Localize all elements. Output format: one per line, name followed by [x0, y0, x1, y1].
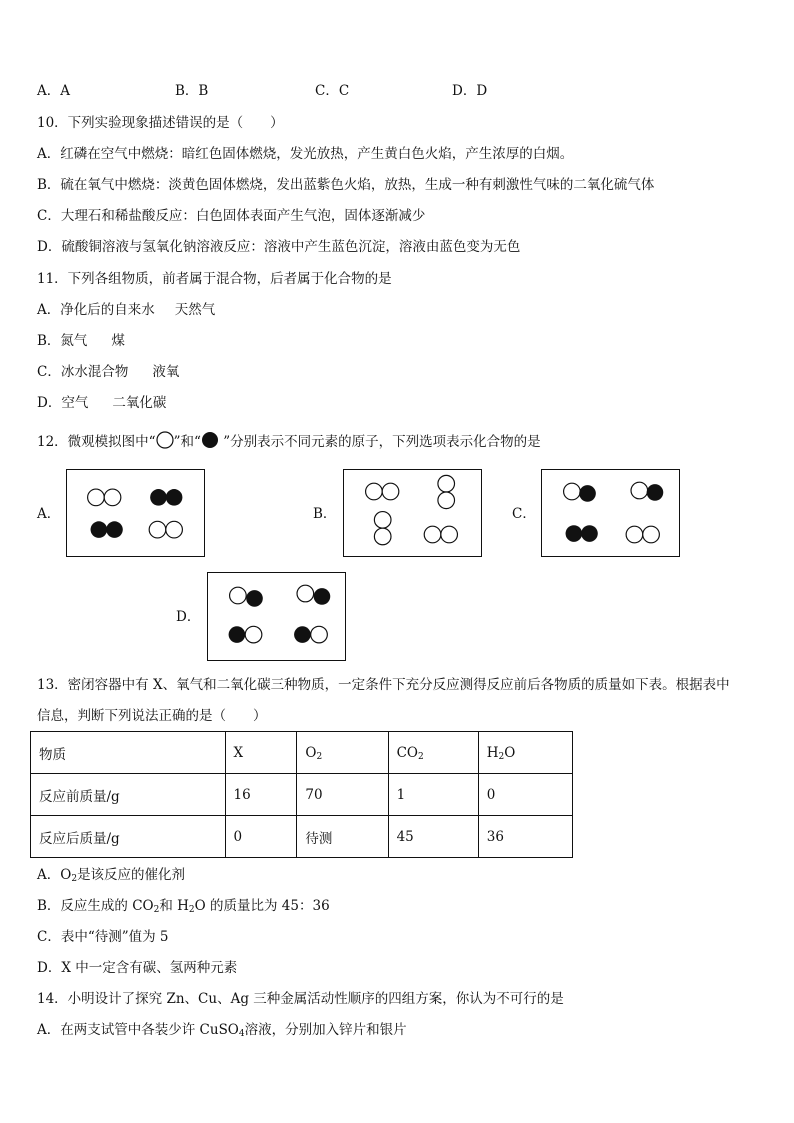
table-header-cell: $H_2O$	[478, 732, 572, 774]
q13-option-b: B．反应生成的 $CO_2$和 $H_2O$ 的质量比为 45：36	[37, 898, 330, 915]
q12-diagram-c	[541, 469, 680, 557]
table-cell: 反应前质量/g	[31, 774, 226, 816]
table-header-cell: $O_2$	[297, 732, 388, 774]
table-header-row	[31, 732, 573, 774]
q10-option-c: C．大理石和稀盐酸反应：白色固体表面产生气泡，固体逐渐减少	[37, 208, 426, 224]
q11-option-d: D．空气 二氧化碳	[37, 395, 167, 411]
q13-option-c: C．表中“待测”值为 5	[37, 929, 169, 945]
black-black-molecule	[91, 521, 123, 538]
white-black-molecule	[564, 483, 596, 502]
table-cell: 0	[225, 816, 297, 858]
table-cell: 1	[388, 774, 478, 816]
white-atom-icon	[156, 431, 174, 449]
table-cell: 70	[297, 774, 388, 816]
black-atom-icon	[201, 431, 219, 449]
option-b: B．B	[175, 83, 209, 99]
white-white-molecule	[366, 483, 399, 500]
q10-option-a: A．红磷在空气中燃烧：暗红色固体燃烧，发光放热，产生黄白色火焰，产生浓厚的白烟。	[37, 146, 574, 162]
white-black-molecule	[631, 482, 663, 501]
table-cell: 待测	[297, 816, 388, 858]
q11-option-b: B．氮气 煤	[37, 333, 125, 349]
q13-option-a: A．$O_2$是该反应的催化剂	[37, 867, 186, 884]
option-a: A．A	[37, 83, 70, 99]
q12-stem: 12．微观模拟图中“ ”和“ ”分别表示不同元素的原子，下列选项表示化合物的是	[37, 431, 541, 451]
option-d: D．D	[452, 83, 488, 99]
table-cell: 0	[478, 774, 572, 816]
option-c: C．C	[315, 83, 350, 99]
black-black-molecule	[150, 489, 182, 506]
q10-option-b: B．硫在氧气中燃烧：淡黄色固体燃烧，发出蓝紫色火焰，放热，生成一种有刺激性气味的二氧化硫气体	[37, 177, 655, 193]
q13-stem-line2: 信息，判断下列说法正确的是（ ）	[37, 708, 267, 724]
q14-stem: 14．小明设计了探究 Zn、Cu、Ag 三种金属活动性顺序的四组方案，你认为不可行的是	[37, 991, 564, 1007]
mass-table	[30, 731, 573, 858]
black-black-molecule	[566, 525, 598, 542]
table-header-cell: 物质	[31, 732, 226, 774]
q13-option-d: D．X 中一定含有碳、氢两种元素	[37, 960, 238, 976]
white-white-molecule	[149, 521, 182, 538]
black-white-molecule	[294, 626, 327, 643]
table-header-cell: X	[225, 732, 297, 774]
white-white-molecule	[88, 489, 121, 506]
black-white-molecule	[229, 626, 262, 643]
q13-stem-line1: 13．密闭容器中有 X、氧气和二氧化碳三种物质，一定条件下充分反应测得反应前后各物质的质量如下表。根据表中	[37, 677, 730, 693]
q12-diagram-d	[207, 572, 346, 661]
q11-option-c: C．冰水混合物 液氧	[37, 364, 180, 380]
table-cell: 45	[388, 816, 478, 858]
table-row	[31, 816, 573, 858]
q12-label-a: A．	[37, 506, 61, 522]
q12-label-c: C．	[512, 506, 536, 522]
white-white-molecule	[626, 526, 659, 543]
table-header-cell: $CO_2$	[388, 732, 478, 774]
q10-option-d: D．硫酸铜溶液与氢氧化钠溶液反应：溶液中产生蓝色沉淀，溶液由蓝色变为无色	[37, 239, 521, 255]
white-white-molecule-vertical	[374, 512, 391, 545]
q12-label-d: D．	[176, 609, 201, 625]
white-black-molecule	[297, 585, 330, 605]
white-black-molecule	[230, 587, 263, 607]
white-white-molecule	[424, 526, 457, 543]
table-row	[31, 774, 573, 816]
table-cell: 36	[478, 816, 572, 858]
q14-option-a: A．在两支试管中各装少许 CuSO$_4$溶液，分别加入锌片和银片	[37, 1022, 407, 1039]
table-cell: 16	[225, 774, 297, 816]
q11-option-a: A．净化后的自来水 天然气	[37, 302, 216, 318]
table-cell: 反应后质量/g	[31, 816, 226, 858]
q12-label-b: B．	[313, 506, 337, 522]
q12-diagram-a	[66, 469, 205, 557]
q12-diagram-b	[343, 469, 482, 557]
q11-stem: 11．下列各组物质，前者属于混合物，后者属于化合物的是	[37, 271, 392, 287]
white-white-molecule-vertical	[438, 475, 455, 508]
q10-stem: 10．下列实验现象描述错误的是（ ）	[37, 115, 284, 131]
